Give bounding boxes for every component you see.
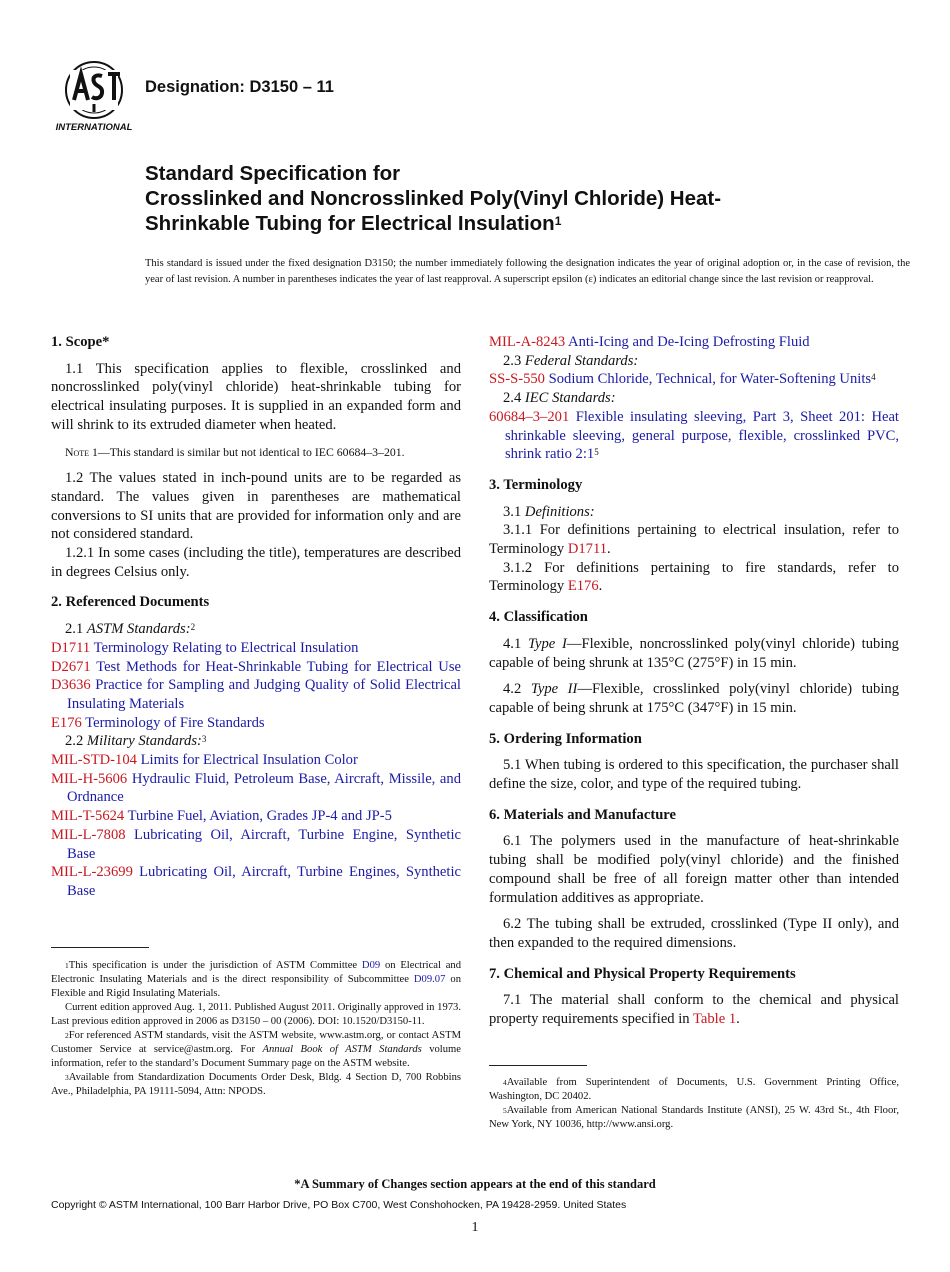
- subsection-2-3: 2.3 Federal Standards:: [503, 352, 639, 369]
- paragraph-7-1: 7.1 The material shall conform to the chemical and physical property requirements specified in Table 1.: [489, 992, 899, 1028]
- title-line-1: Standard Specification for: [145, 162, 401, 185]
- footnote-rule-left: [51, 947, 149, 948]
- right-column: [489, 333, 899, 1029]
- left-column: [51, 333, 461, 901]
- link-d09[interactable]: D09: [361, 960, 381, 971]
- paragraph-1-1: 1.1 This specification applies to flexible, crosslinked and noncrosslinked poly(vinyl chloride) heat-shrinkable tubing for electrical insulating purposes. It is supplied in an expanded form and will shrink to its extruded diameter when heated.: [51, 360, 461, 433]
- title-line-2: Crosslinked and Noncrosslinked Poly(Vinyl Chloride) Heat-: [145, 187, 722, 210]
- paragraph-4-1: 4.1 Type I—Flexible, noncrosslinked poly(vinyl chloride) tubing capable of being shrunk at 135°C (275°F) in 15 min.: [489, 635, 899, 671]
- ref-d3636[interactable]: D3636 Practice for Sampling and Judging Quality of Solid Electrical Insulating Materials: [51, 677, 461, 712]
- ref-mil-h-5606[interactable]: MIL-H-5606 Hydraulic Fluid, Petroleum Base, Aircraft, Missile, and Ordnance: [51, 770, 461, 806]
- page-number: 1: [471, 1220, 479, 1235]
- ref-e176[interactable]: E176 Terminology of Fire Standards: [51, 714, 265, 731]
- document-title: [145, 161, 845, 236]
- section-6-heading: 6. Materials and Manufacture: [489, 806, 676, 823]
- footnotes-right: [489, 1076, 899, 1132]
- ref-mil-std-104[interactable]: MIL-STD-104 Limits for Electrical Insulation Color: [51, 752, 358, 769]
- paragraph-6-1: 6.1 The polymers used in the manufacture of heat-shrinkable tubing shall be modified poly(vinyl chloride) and the finished compound shall be free of all foreign matter other than intended formulation additives as appropriate.: [489, 833, 899, 906]
- link-d1711[interactable]: D1711: [567, 541, 608, 558]
- footnote-4: $^4$Available from Superintendent of Documents, U.S. Government Printing Office, Washington, DC 20402.: [489, 1077, 899, 1102]
- paragraph-4-2: 4.2 Type II—Flexible, crosslinked poly(vinyl chloride) tubing capable of being shrunk at 175°C (347°F) in 15 min.: [489, 681, 899, 716]
- footnote-5: $^5$Available from American National Standards Institute (ANSI), 25 W. 43rd St., 4th Floor, New York, NY 10036, http://www.ansi.org.: [489, 1105, 899, 1130]
- link-e176[interactable]: E176: [567, 578, 599, 595]
- ref-mil-l-23699[interactable]: MIL-L-23699 Lubricating Oil, Aircraft, Turbine Engines, Synthetic Base: [51, 864, 461, 899]
- footnote-1: $^1$This specification is under the jurisdiction of ASTM Committee D09 on Electrical and Electronic Insulating Materials and is the direct responsibility of Subcommittee D09.07 on Flexible and Rigid Insulating Materials.: [51, 960, 461, 999]
- section-3-heading: 3. Terminology: [489, 476, 583, 493]
- copyright-line: Copyright © ASTM International, 100 Barr Harbor Drive, PO Box C700, West Conshohocken, PA 19428-2959. United States: [51, 1199, 627, 1211]
- section-4-heading: 4. Classification: [489, 609, 588, 626]
- title-footnote-mark: 1: [554, 214, 562, 228]
- subsection-2-2: 2.2 Military Standards:$^3$: [65, 733, 207, 750]
- note-1: Note 1—This standard is similar but not identical to IEC 60684–3–201.: [65, 444, 405, 459]
- subsection-3-1: 3.1 Definitions:: [503, 503, 595, 520]
- paragraph-6-2: 6.2 The tubing shall be extruded, crosslinked (Type II only), and then expanded to the required dimensions.: [489, 916, 899, 951]
- footnotes-left: [51, 959, 461, 1099]
- ref-ss-s-550[interactable]: SS-S-550 Sodium Chloride, Technical, for Water-Softening Units$^4$: [489, 371, 876, 388]
- link-d09-07[interactable]: D09.07: [413, 974, 446, 985]
- ref-mil-t-5624[interactable]: MIL-T-5624 Turbine Fuel, Aviation, Grades JP-4 and JP-5: [51, 808, 392, 825]
- section-2-heading: 2. Referenced Documents: [51, 594, 210, 611]
- paragraph-5-1: 5.1 When tubing is ordered to this specification, the purchaser shall define the size, color, and type of the required tubing.: [489, 757, 899, 793]
- subsection-2-1: 2.1 ASTM Standards:$^2$: [65, 621, 196, 638]
- footnote-3: $^3$Available from Standardization Documents Order Desk, Bldg. 4 Section D, 700 Robbins Ave., Philadelphia, PA 19111-5094, Attn: NPODS.: [51, 1072, 461, 1097]
- summary-of-changes-note: *A Summary of Changes section appears at the end of this standard: [294, 1177, 656, 1191]
- section-1-heading: 1. Scope*: [51, 334, 110, 350]
- link-table-1[interactable]: Table 1: [692, 1011, 737, 1028]
- ref-d2671[interactable]: D2671 Test Methods for Heat-Shrinkable Tubing for Electrical Use: [51, 658, 461, 675]
- ref-iec-60684[interactable]: 60684–3–201 Flexible insulating sleeving, Part 3, Sheet 201: Heat shrinkable sleeving, general purpose, flexible, crosslinked PVC, shrink ratio $2:1^5$: [489, 408, 899, 463]
- section-5-heading: 5. Ordering Information: [489, 730, 642, 747]
- ref-d1711[interactable]: D1711 Terminology Relating to Electrical Insulation: [51, 639, 359, 656]
- title-line-3: Shrinkable Tubing for Electrical Insulation$^1$: [145, 212, 562, 235]
- designation: Designation: D3150 – 11: [145, 78, 334, 96]
- ref-mil-a-8243[interactable]: MIL-A-8243 Anti-Icing and De-Icing Defrosting Fluid: [489, 334, 810, 350]
- paragraph-1-2-1: 1.2.1 In some cases (including the title), temperatures are described in degrees Celsius only.: [51, 545, 461, 580]
- footnote-2: $^2$For referenced ASTM standards, visit the ASTM website, www.astm.org, or contact ASTM Customer Service at service@astm.org. For Annual Book of ASTM Standards volume information, refer to the standard’s Document Summary page on the ASTM website.: [51, 1030, 461, 1069]
- footnote-1-approval: Current edition approved Aug. 1, 2011. Published August 2011. Originally approved in 1973. Last previous edition approved in 2006 as D3150 – 00 (2006). DOI: 10.1520/D3150-11.: [51, 1002, 461, 1027]
- subsection-2-4: 2.4 IEC Standards:: [503, 390, 616, 407]
- ref-mil-l-7808[interactable]: MIL-L-7808 Lubricating Oil, Aircraft, Turbine Engine, Synthetic Base: [51, 826, 461, 862]
- logo-text: INTERNATIONAL: [55, 122, 133, 133]
- paragraph-3-1-1: 3.1.1 For definitions pertaining to electrical insulation, refer to Terminology D1711.: [489, 522, 899, 558]
- paragraph-1-2: 1.2 The values stated in inch-pound units are to be regarded as standard. The values given in parentheses are mathematical conversions to SI units that are provided for information only and are not considered standard.: [51, 470, 461, 543]
- section-7-heading: 7. Chemical and Physical Property Requirements: [489, 965, 796, 982]
- astm-logo: [50, 60, 138, 136]
- paragraph-3-1-2: 3.1.2 For definitions pertaining to fire standards, refer to Terminology E176.: [489, 559, 899, 595]
- footnote-rule-right: [489, 1065, 587, 1066]
- standard-issuance-note: This standard is issued under the fixed designation D3150; the number immediately following the designation indicates the year of original adoption or, in the case of revision, the year of last revision. A number in parentheses indicates the year of last reapproval. A superscript epsilon (ε) indicates an editorial change since the last revision or reapproval.: [145, 258, 910, 285]
